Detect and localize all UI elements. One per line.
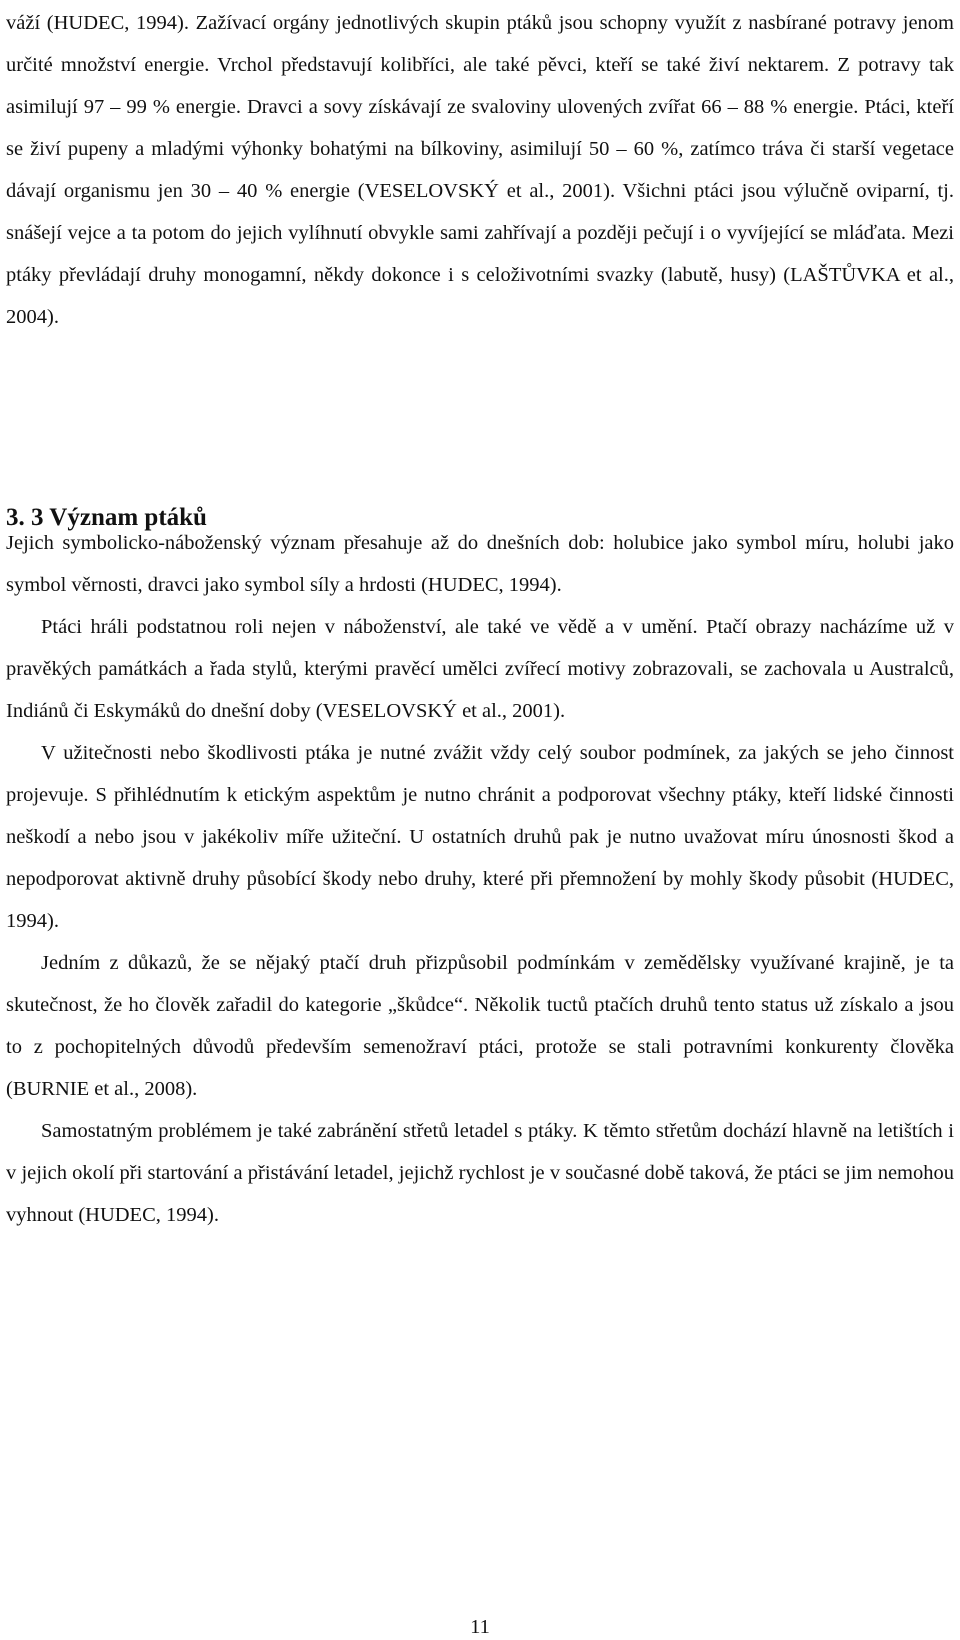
section-body <box>6 522 954 1236</box>
paragraph-science-art: Ptáci hráli podstatnou roli nejen v náboženství, ale také ve vědě a v umění. Ptačí obrazy nacházíme už v pravěkých památkách a řada stylů, kterými pravěcí umělci zvířecí motivy zobrazovali, se zachovala u Australců, Indiánů či Eskymáků do dnešní doby (VESELOVSKÝ et al., 2001). <box>6 616 954 722</box>
section-heading: 3. 3 Význam ptáků <box>6 504 207 531</box>
page-number: 11 <box>470 1616 490 1638</box>
paragraph-continued: váží (HUDEC, 1994). Zažívací orgány jednotlivých skupin ptáků jsou schopny využít z nasbírané potravy jenom určité množství energie. Vrchol představují kolibříci, ale také pěvci, kteří se také živí nektarem. Z potravy tak asimilují 97 – 99 % energie. Dravci a sovy získávají ze svaloviny ulovených zvířat 66 – 88 % energie. Ptáci, kteří se živí pupeny a mladými výhonky bohatými na bílkoviny, asimilují 50 – 60 %, zatímco tráva či starší vegetace dávají organismu jen 30 – 40 % energie (VESELOVSKÝ et al., 2001). Všichni ptáci jsou výlučně oviparní, tj. snášejí vejce a ta potom do jejich vylíhnutí obvykle sami zahřívají a později pečují i o vyvíjející se mláďata. Mezi ptáky převládají druhy monogamní, někdy dokonce i s celoživotními svazky (labutě, husy) (LAŠTŮVKA et al., 2004). <box>6 12 954 328</box>
document-page <box>6 0 954 1640</box>
paragraph-aircraft-strikes: Samostatným problémem je také zabránění střetů letadel s ptáky. K těmto střetům dochází hlavně na letištích i v jejich okolí při startování a přistávání letadel, jejichž rychlost je v současné době taková, že ptáci se jim nemohou vyhnout (HUDEC, 1994). <box>6 1120 954 1226</box>
paragraph-pests: Jedním z důkazů, že se nějaký ptačí druh přizpůsobil podmínkám v zemědělsky využívané krajině, je ta skutečnost, že ho člověk zařadil do kategorie „škůdce“. Několik tuctů ptačích druhů tento status už získalo a jsou to z pochopitelných důvodů především semenožraví ptáci, protože se stali potravními konkurenty člověka (BURNIE et al., 2008). <box>6 952 954 1100</box>
paragraph-usefulness: V užitečnosti nebo škodlivosti ptáka je nutné zvážit vždy celý soubor podmínek, za jakých se jeho činnost projevuje. S přihlédnutím k etickým aspektům je nutno chránit a podporovat všechny ptáky, kteří lidské činnosti neškodí a nebo jsou v jakékoliv míře užiteční. U ostatních druhů pak je nutno uvažovat míru únosnosti škod a nepodporovat aktivně druhy působící škody nebo druhy, které při přemnožení by mohly škody působit (HUDEC, 1994). <box>6 742 954 932</box>
paragraph-symbolic-meaning: Jejich symbolicko-náboženský význam přesahuje až do dnešních dob: holubice jako symbol míru, holubi jako symbol věrnosti, dravci jako symbol síly a hrdosti (HUDEC, 1994). <box>6 532 954 596</box>
